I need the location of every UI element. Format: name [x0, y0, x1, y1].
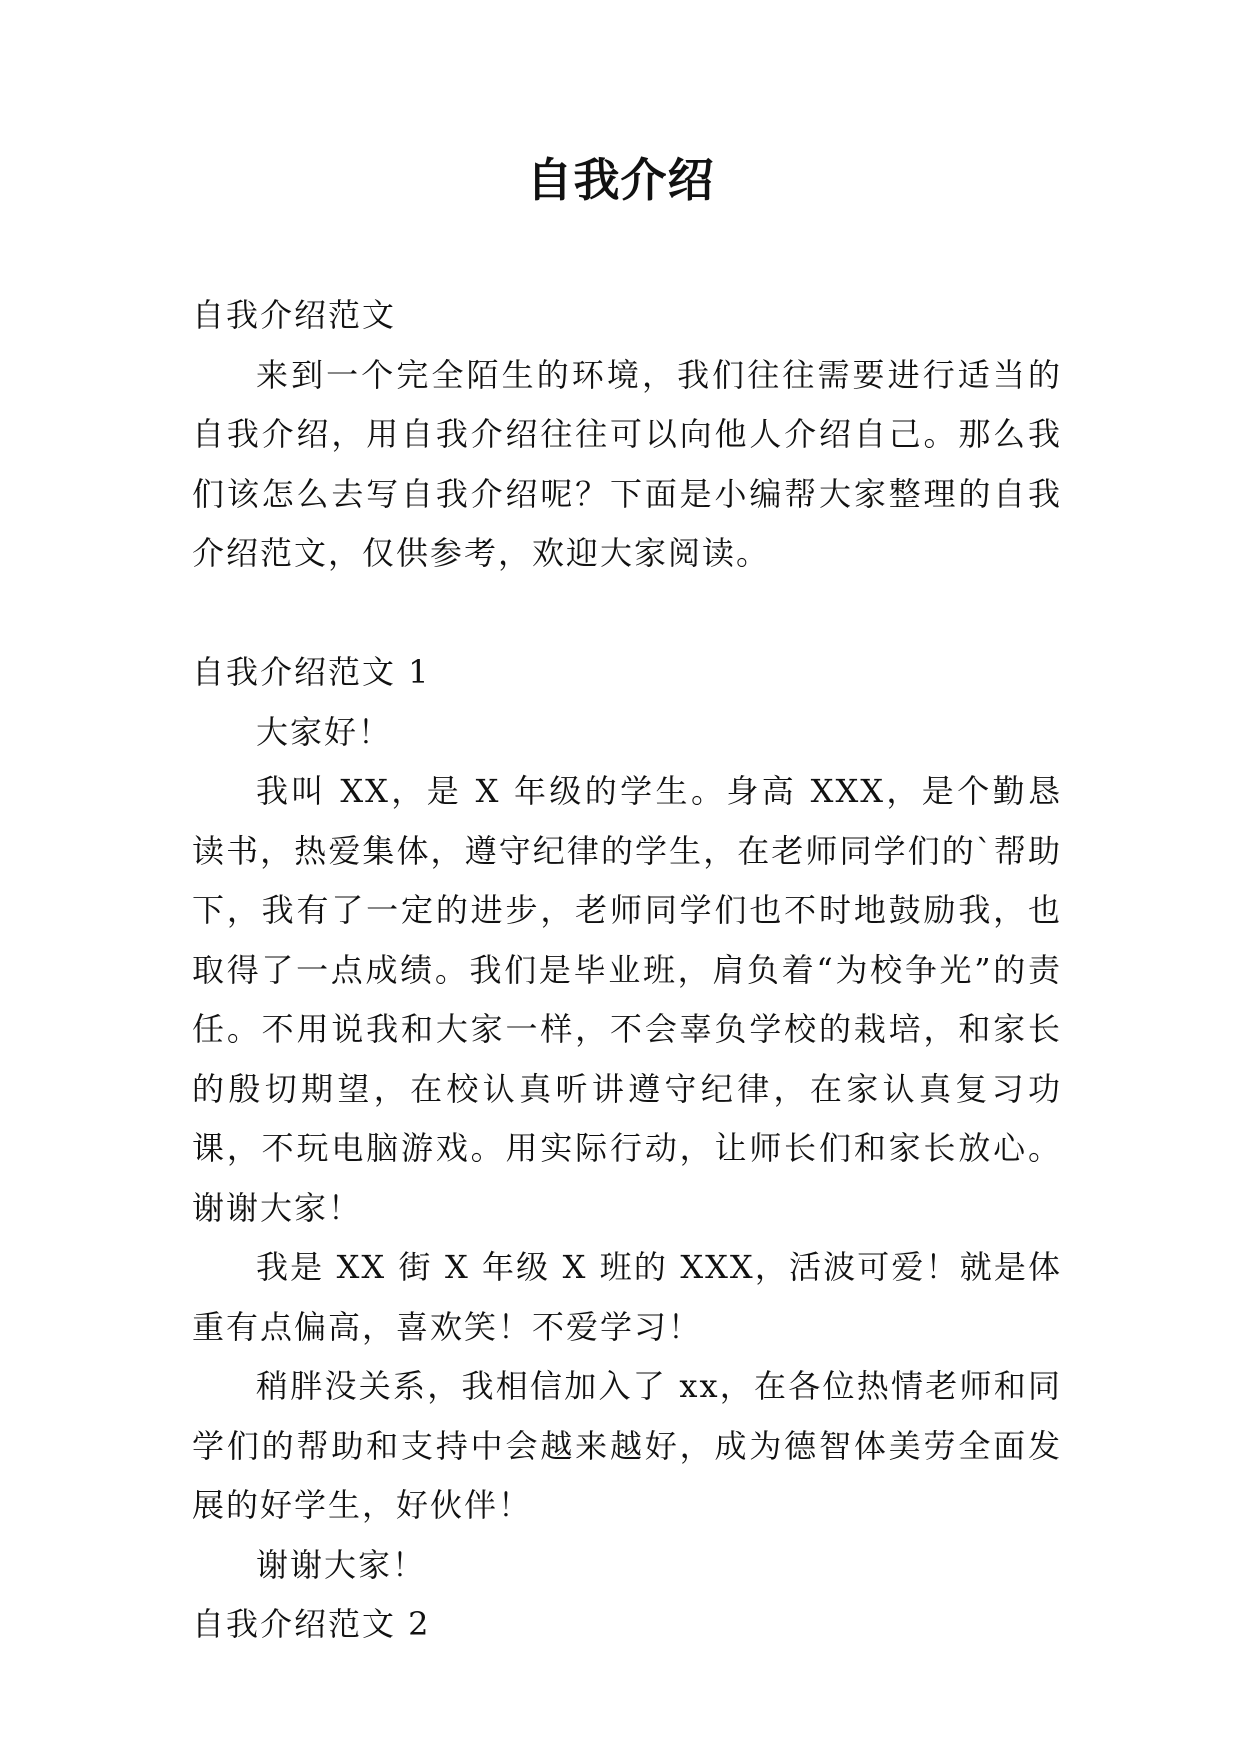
- intro-paragraph: 来到一个完全陌生的环境，我们往往需要进行适当的自我介绍，用自我介绍往往可以向他人介绍自己。那么我们该怎么去写自我介绍呢？下面是小编帮大家整理的自我介绍范文，仅供参考，欢迎大家阅读。: [192, 355, 1062, 572]
- intro-heading: 自我介绍范文: [192, 296, 397, 334]
- section1-closing: 谢谢大家！: [256, 1545, 427, 1584]
- section1-greeting: 大家好！: [256, 712, 393, 751]
- section1-paragraph2: 我是 XX 街 X 年级 X 班的 XXX，活波可爱！就是体重有点偏高，喜欢笑！不爱学习！: [192, 1248, 1062, 1346]
- blank-line: [192, 584, 1062, 644]
- section1-heading: 自我介绍范文 1: [192, 653, 431, 691]
- section1-paragraph3: 稍胖没关系，我相信加入了 xx，在各位热情老师和同学们的帮助和支持中会越来越好，成为德智体美劳全面发展的好学生，好伙伴！: [192, 1367, 1062, 1524]
- document-title: 自我介绍: [526, 153, 715, 207]
- section1-paragraph1: 我叫 XX，是 X 年级的学生。身高 XXX，是个勤恳读书，热爱集体，遵守纪律的学生，在老师同学们的`帮助下，我有了一定的进步，老师同学们也不时地鼓励我，也取得了一点成绩。我们是毕业班，肩负着“为校争光”的责任。不用说我和大家一样，不会辜负学校的栽培，和家长的殷切期望，在校认真听讲遵守纪律，在家认真复习功课，不玩电脑游戏。用实际行动，让师长们和家长放心。谢谢大家！: [192, 772, 1062, 1227]
- section2-heading: 自我介绍范文 2: [192, 1605, 431, 1643]
- document-body: [192, 286, 1062, 1655]
